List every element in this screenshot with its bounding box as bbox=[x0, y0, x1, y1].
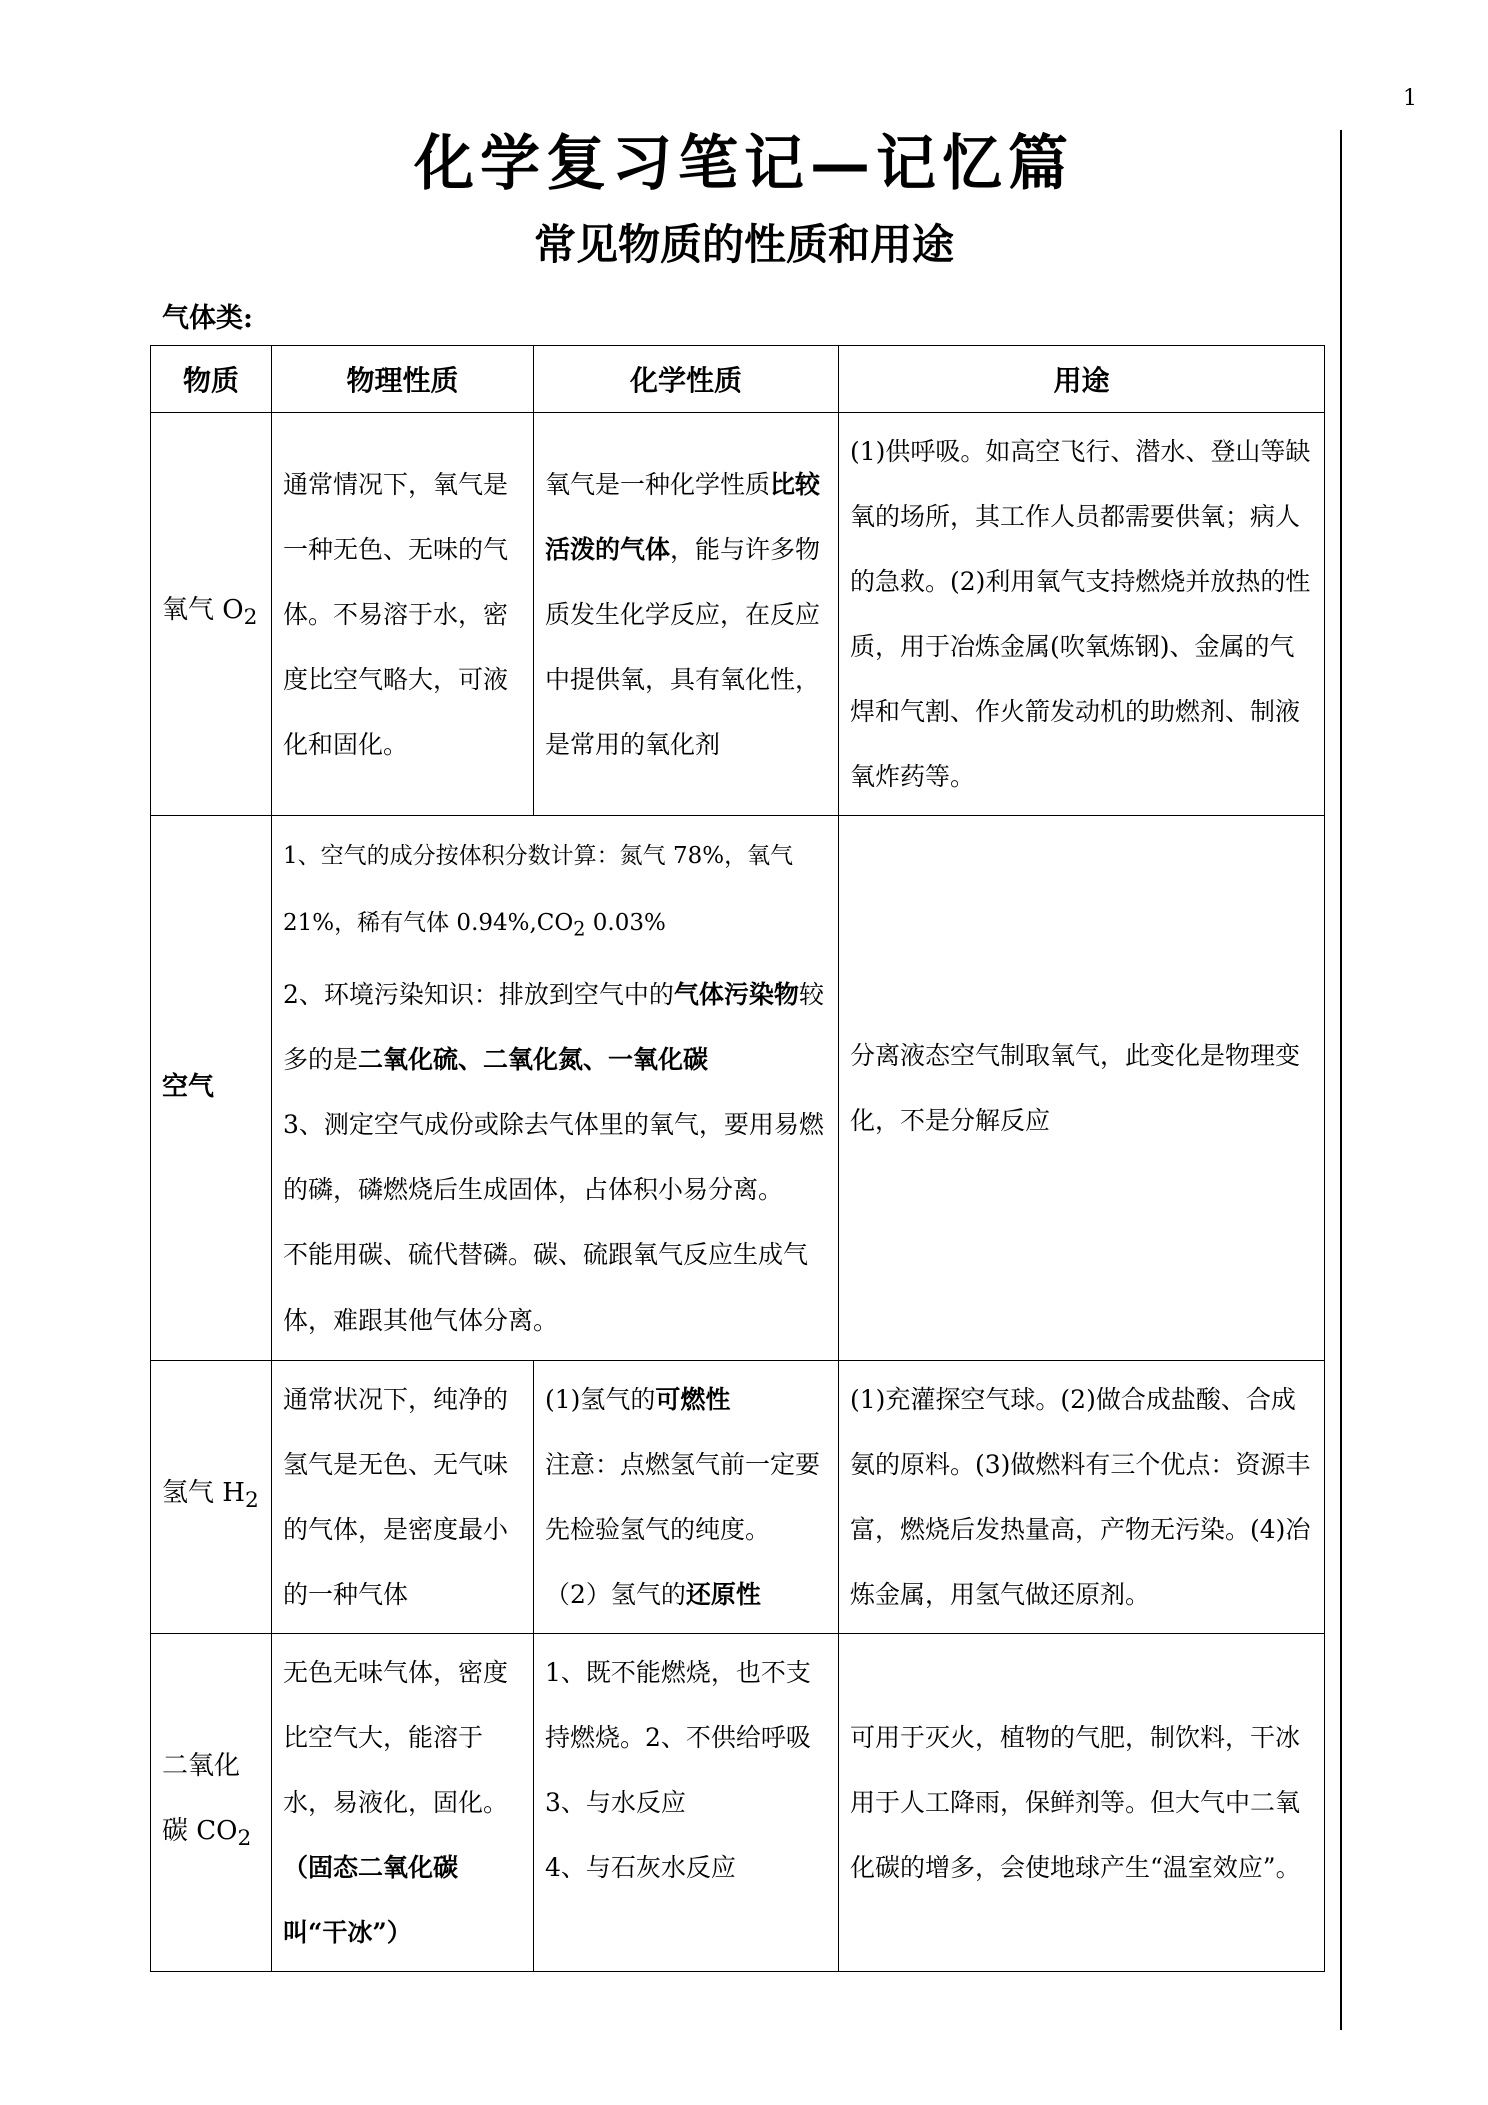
cell-co2-physical bbox=[272, 1633, 534, 1971]
co2-chem3: 3、与水反应 bbox=[545, 1787, 686, 1817]
section-label: 气体类: bbox=[162, 303, 253, 334]
oxygen-chem-bold: 比较活泼的气体 bbox=[545, 469, 821, 564]
air-p3: 3、测定空气成份或除去气体里的氧气，要用易燃的磷，磷燃烧后生成固体，占体积小易分离。 bbox=[283, 1109, 824, 1204]
table-row-oxygen bbox=[151, 413, 1325, 816]
cell-co2-use: 可用于灭火，植物的气肥，制饮料，干冰用于人工降雨，保鲜剂等。但大气中二氧化碳的增多，会使地球产生“温室效应”。 bbox=[839, 1633, 1325, 1971]
cell-hydrogen-physical: 通常状况下，纯净的氢气是无色、无气味的气体，是密度最小的一种气体 bbox=[272, 1360, 534, 1633]
cell-air-name bbox=[151, 816, 272, 1361]
co2-chem1: 1、既不能燃烧，也不支持燃烧。2、不供给呼吸 bbox=[545, 1657, 811, 1752]
air-p4: 不能用碳、硫代替磷。碳、硫跟氧气反应生成气体，难跟其他气体分离。 bbox=[283, 1239, 809, 1335]
co2-physical-bold: （固态二氧化碳叫“干冰”） bbox=[283, 1852, 459, 1947]
air-p1 bbox=[283, 843, 794, 941]
cell-oxygen-physical: 通常情况下，氧气是一种无色、无味的气体。不易溶于水，密度比空气略大，可液化和固化。 bbox=[272, 413, 534, 816]
hydrogen-name: 氢气 H bbox=[162, 1477, 245, 1508]
hydrogen-chem-note: 注意：点燃氢气前一定要先检验氢气的纯度。 bbox=[545, 1449, 821, 1544]
page-number: 1 bbox=[1403, 86, 1417, 111]
header-physical: 物理性质 bbox=[272, 346, 534, 413]
hydrogen-chem2-a: （2）氢气的 bbox=[545, 1579, 686, 1609]
cell-co2-name bbox=[151, 1633, 272, 1971]
air-p1-end: 0.03% bbox=[585, 910, 666, 936]
cell-air-use: 分离液态空气制取氧气，此变化是物理变化，不是分解反应 bbox=[839, 816, 1325, 1361]
air-p2-bold1: 气体污染物 bbox=[673, 979, 799, 1009]
hydrogen-chem2-bold: 还原性 bbox=[685, 1579, 761, 1609]
air-p2-a: 2、环境污染知识：排放到空气中的 bbox=[283, 979, 674, 1009]
table-row-co2 bbox=[151, 1633, 1325, 1971]
cell-hydrogen-use: (1)充灌探空气球。(2)做合成盐酸、合成氨的原料。(3)做燃料有三个优点：资源丰富，燃烧后发热量高，产物无污染。(4)冶炼金属，用氢气做还原剂。 bbox=[839, 1360, 1325, 1633]
document-title: 化学复习笔记—记忆篇 bbox=[414, 129, 1074, 199]
header-substance: 物质 bbox=[151, 346, 272, 413]
header-chemical: 化学性质 bbox=[534, 346, 839, 413]
co2-name: 二氧化碳 CO bbox=[162, 1750, 241, 1846]
hydrogen-name-sub: 2 bbox=[244, 1487, 259, 1513]
oxygen-chem-a: 氧气是一种化学性质 bbox=[545, 469, 771, 499]
cell-hydrogen-chemical bbox=[534, 1360, 839, 1633]
margin-rule bbox=[1340, 130, 1342, 2030]
air-p1-text: 1、空气的成分按体积分数计算：氮气 78%，氧气 21%，稀有气体 0.94%,CO bbox=[283, 843, 794, 936]
hydrogen-chem1-bold: 可燃性 bbox=[655, 1384, 731, 1414]
cell-oxygen-name bbox=[151, 413, 272, 816]
air-p2-b: 较多的是 bbox=[283, 979, 824, 1074]
oxygen-name-sub: 2 bbox=[243, 605, 258, 631]
oxygen-name: 氧气 O bbox=[162, 594, 244, 625]
table-row-air bbox=[151, 816, 1325, 1361]
table-row-hydrogen bbox=[151, 1360, 1325, 1633]
air-p1-sub: 2 bbox=[573, 917, 586, 941]
properties-table bbox=[150, 345, 1325, 1972]
cell-oxygen-chemical bbox=[534, 413, 839, 816]
cell-co2-chemical bbox=[534, 1633, 839, 1971]
cell-air-properties bbox=[272, 816, 839, 1361]
cell-oxygen-use: (1)供呼吸。如高空飞行、潜水、登山等缺氧的场所，其工作人员都需要供氧；病人的急救。(2)利用氧气支持燃烧并放热的性质，用于冶炼金属(吹氧炼钢)、金属的气焊和气割、作火箭发动机的助燃剂、制液氧炸药等。 bbox=[839, 413, 1325, 816]
co2-name-sub: 2 bbox=[237, 1825, 252, 1851]
cell-hydrogen-name bbox=[151, 1360, 272, 1633]
oxygen-chem-b: ，能与许多物质发生化学反应，在反应中提供氧，具有氧化性，是常用的氧化剂 bbox=[545, 534, 821, 759]
co2-physical-a: 无色无味气体，密度比空气大，能溶于水，易液化，固化。 bbox=[283, 1657, 509, 1817]
document-subtitle: 常见物质的性质和用途 bbox=[533, 220, 954, 269]
air-name: 空气 bbox=[162, 1072, 215, 1103]
header-use: 用途 bbox=[839, 346, 1325, 413]
air-p2-bold2: 二氧化硫、二氧化氮、一氧化碳 bbox=[358, 1044, 709, 1074]
co2-chem4: 4、与石灰水反应 bbox=[545, 1852, 736, 1882]
hydrogen-chem1-a: (1)氢气的 bbox=[545, 1384, 656, 1414]
table-header-row bbox=[151, 346, 1325, 413]
